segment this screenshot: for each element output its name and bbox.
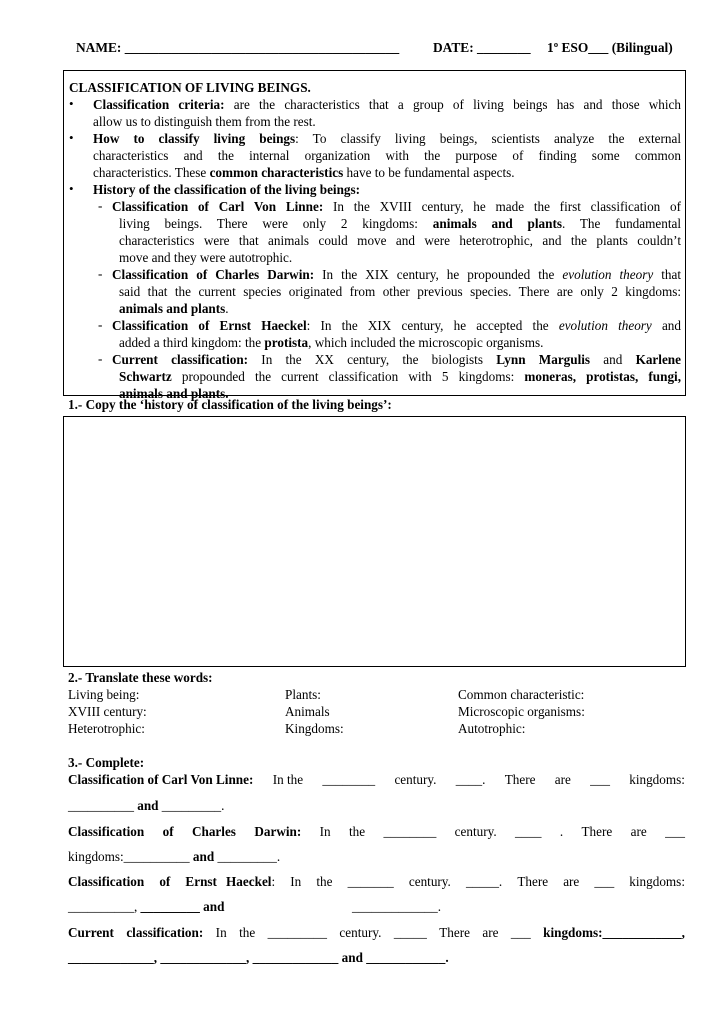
haeckel-line-1 xyxy=(112,317,681,334)
linne-text: In the XVIII century, he made the first classification of xyxy=(332,199,681,214)
q3-blank[interactable]: kingdoms:____________, xyxy=(543,925,685,940)
q3-word: There xyxy=(581,824,613,839)
q3-word: the xyxy=(239,925,256,940)
darwin-line-3 xyxy=(119,300,229,317)
linne-label: Classification of Carl Von Linne: xyxy=(112,199,324,214)
q3-word: In xyxy=(319,824,331,839)
haeckel-text: , which included the microscopic organisms. xyxy=(308,335,544,350)
q3-blank[interactable]: _________. xyxy=(161,798,225,813)
dash-marker: - xyxy=(98,351,103,366)
q3-darwin-row-2 xyxy=(68,849,280,865)
q3-haeckel-label: Ernst xyxy=(185,874,217,889)
q3-current-row xyxy=(68,925,685,941)
how-text: characteristics. These xyxy=(93,165,207,180)
dash-marker: - xyxy=(98,198,103,213)
linne-kingdoms: animals and plants xyxy=(432,216,562,231)
q3-word: kingdoms: xyxy=(629,772,685,787)
q3-blank[interactable]: ____. xyxy=(455,772,486,787)
q3-blank[interactable]: _______ xyxy=(347,874,394,889)
q3-word: and xyxy=(192,849,215,864)
name-field-label: NAME: _________________________________________ xyxy=(76,40,400,55)
translate-word: Plants: xyxy=(285,687,321,702)
how-line-1 xyxy=(93,130,681,147)
current-line-1 xyxy=(112,351,681,368)
bullet-icon: • xyxy=(69,96,74,111)
haeckel-label: Classification of Ernst Haeckel xyxy=(112,318,307,333)
history-label: History of the classification of the living beings: xyxy=(93,182,361,197)
darwin-kingdoms: animals and plants xyxy=(119,301,226,316)
q3-blank[interactable]: _____ xyxy=(393,925,427,940)
q3-darwin-label: Classification xyxy=(68,824,145,839)
q3-word: There xyxy=(517,874,549,889)
haeckel-line-2 xyxy=(119,334,543,351)
q3-blank[interactable]: _________ xyxy=(267,925,327,940)
translate-word: XVIII century: xyxy=(68,704,147,719)
translate-word: Animals xyxy=(285,704,330,719)
q3-blank[interactable]: ________ xyxy=(322,772,376,787)
q3-blank[interactable]: __________ xyxy=(68,798,134,813)
date-field-label: DATE: ________ xyxy=(433,40,531,55)
darwin-theory: evolution theory xyxy=(562,267,654,282)
darwin-label: Classification of Charles Darwin: xyxy=(112,267,315,282)
q3-word: : xyxy=(271,874,276,889)
how-line-3 xyxy=(93,164,515,181)
criteria-line-2: allow us to distinguish them from the rest. xyxy=(93,114,316,129)
darwin-text: that xyxy=(661,267,682,282)
q3-blank[interactable]: ____ xyxy=(515,824,542,839)
classification-info-box xyxy=(63,70,686,401)
q3-word: are xyxy=(482,925,499,940)
q3-haeckel-row xyxy=(68,874,685,890)
haeckel-kingdom: protista xyxy=(264,335,309,350)
q3-haeckel-row-2 xyxy=(68,899,224,915)
q3-darwin-label: Darwin: xyxy=(254,824,302,839)
q3-word: are xyxy=(554,772,571,787)
translate-word: Kingdoms: xyxy=(285,721,344,736)
current-biologist: Karlene xyxy=(635,352,681,367)
translate-word: Autotrophic: xyxy=(458,721,526,736)
current-label: Current classification: xyxy=(112,352,249,367)
q3-blank[interactable]: ___ xyxy=(590,772,610,787)
q1-answer-box[interactable] xyxy=(63,416,686,667)
q3-word: There xyxy=(439,925,470,940)
q3-word: are xyxy=(563,874,580,889)
translate-word: Microscopic organisms: xyxy=(458,704,585,719)
current-text: In the XX century, the biologists xyxy=(261,352,483,367)
q3-blank[interactable]: _____________. xyxy=(352,899,442,914)
linne-text: . The fundamental xyxy=(561,216,681,231)
linne-line-1 xyxy=(112,198,681,215)
info-title: CLASSIFICATION OF LIVING BEINGS. xyxy=(69,80,311,95)
q3-word: There xyxy=(504,772,536,787)
q3-darwin-row xyxy=(68,824,685,840)
darwin-text: . xyxy=(225,301,229,316)
course-label: 1º ESO___ (Bilingual) xyxy=(547,40,673,55)
darwin-text: In the XIX century, he propounded the xyxy=(322,267,555,282)
criteria-text: are the characteristics that a group of living beings has and those which xyxy=(233,97,681,112)
q3-word: and xyxy=(137,798,159,813)
translate-word: Common characteristic: xyxy=(458,687,585,702)
q3-blank[interactable]: _____. xyxy=(465,874,503,889)
how-line-2: characteristics and the internal organization with the purpose of finding some common xyxy=(93,148,681,163)
q3-linne-label: Classification of Carl Von Linne: xyxy=(68,772,254,787)
q3-title: 3.- Complete: xyxy=(68,755,145,770)
q3-word: In xyxy=(290,874,302,889)
q3-blank[interactable]: ____________. xyxy=(366,950,449,965)
how-text: : To classify living beings, scientists analyze the external xyxy=(295,131,682,146)
q3-word: the xyxy=(349,824,366,839)
linne-text: living beings. There were only 2 kingdoms: xyxy=(119,216,418,231)
criteria-line-1 xyxy=(93,96,681,113)
q3-haeckel-label: Classification xyxy=(68,874,145,889)
haeckel-text: and xyxy=(661,318,681,333)
q3-blank[interactable]: ________ xyxy=(383,824,437,839)
q3-word: century. xyxy=(339,925,382,940)
q3-current-label: classification: xyxy=(126,925,204,940)
q3-blank[interactable]: __________, xyxy=(68,899,138,914)
bullet-icon: • xyxy=(69,181,74,196)
darwin-line-2: said that the current species originated from other previous species. There are only 2 kingdoms: xyxy=(119,284,681,299)
q3-current-label: Current xyxy=(68,925,114,940)
dash-marker: - xyxy=(98,317,103,332)
haeckel-theory: evolution theory xyxy=(558,318,652,333)
linne-line-4: move and they were autotrophic. xyxy=(119,250,293,265)
q3-word: century. xyxy=(394,772,437,787)
haeckel-text: : In the XIX century, he accepted the xyxy=(306,318,549,333)
criteria-label: Classification criteria: xyxy=(93,97,225,112)
linne-line-2 xyxy=(119,215,681,232)
current-text: and xyxy=(603,352,623,367)
how-emphasis: common characteristics xyxy=(209,165,344,180)
q3-darwin-label: Charles xyxy=(191,824,236,839)
worksheet-header xyxy=(76,40,692,56)
q3-blank[interactable]: kingdoms:__________ xyxy=(68,849,190,864)
current-line-2 xyxy=(119,368,681,385)
translate-word: Living being: xyxy=(68,687,140,702)
q3-darwin-label: of xyxy=(162,824,174,839)
q3-word: kingdoms: xyxy=(629,874,685,889)
translate-word: Heterotrophic: xyxy=(68,721,145,736)
q3-haeckel-label: Haeckel xyxy=(226,874,272,889)
q3-word: the xyxy=(316,874,333,889)
current-biologist: Schwartz xyxy=(119,369,172,384)
q3-linne-row-2 xyxy=(68,798,224,814)
current-kingdoms: moneras, protistas, fungi, xyxy=(524,369,681,384)
q3-blank[interactable]: ___ xyxy=(594,874,615,889)
bullet-icon: • xyxy=(69,130,74,145)
q3-current-row-2 xyxy=(68,950,449,966)
current-line-3: animals and plants. xyxy=(119,386,229,401)
q2-title: 2.- Translate these words: xyxy=(68,670,213,685)
q3-haeckel-label: of xyxy=(159,874,171,889)
q3-word: are xyxy=(630,824,647,839)
dash-marker: - xyxy=(98,266,103,281)
q3-blank[interactable]: _________. xyxy=(217,849,281,864)
q3-blank[interactable]: _____________, _____________, _____________ xyxy=(68,950,339,965)
haeckel-text: added a third kingdom: the xyxy=(119,335,262,350)
q3-word: In the xyxy=(272,772,304,787)
how-text: have to be fundamental aspects. xyxy=(346,165,515,180)
q3-word: century. xyxy=(408,874,451,889)
current-text: propounded the current classification with 5 kingdoms: xyxy=(181,369,515,384)
q3-blank[interactable]: ___ xyxy=(510,925,531,940)
current-biologist: Lynn Margulis xyxy=(496,352,591,367)
darwin-line-1 xyxy=(112,266,681,283)
q3-linne-row xyxy=(68,772,685,788)
q3-blank[interactable]: _________ and xyxy=(140,899,225,914)
q3-word: and xyxy=(341,950,363,965)
how-label: How to classify living beings xyxy=(93,131,296,146)
q3-word: In xyxy=(215,925,227,940)
q1-title: 1.- Copy the ‘history of classification of the living beings’: xyxy=(68,397,392,412)
q3-word: . xyxy=(559,824,564,839)
q3-blank[interactable]: ___ xyxy=(665,824,685,839)
linne-line-3: characteristics were that animals could move and were heterotrophic, and the plants couldn’t xyxy=(119,233,681,248)
q3-word: century. xyxy=(454,824,497,839)
